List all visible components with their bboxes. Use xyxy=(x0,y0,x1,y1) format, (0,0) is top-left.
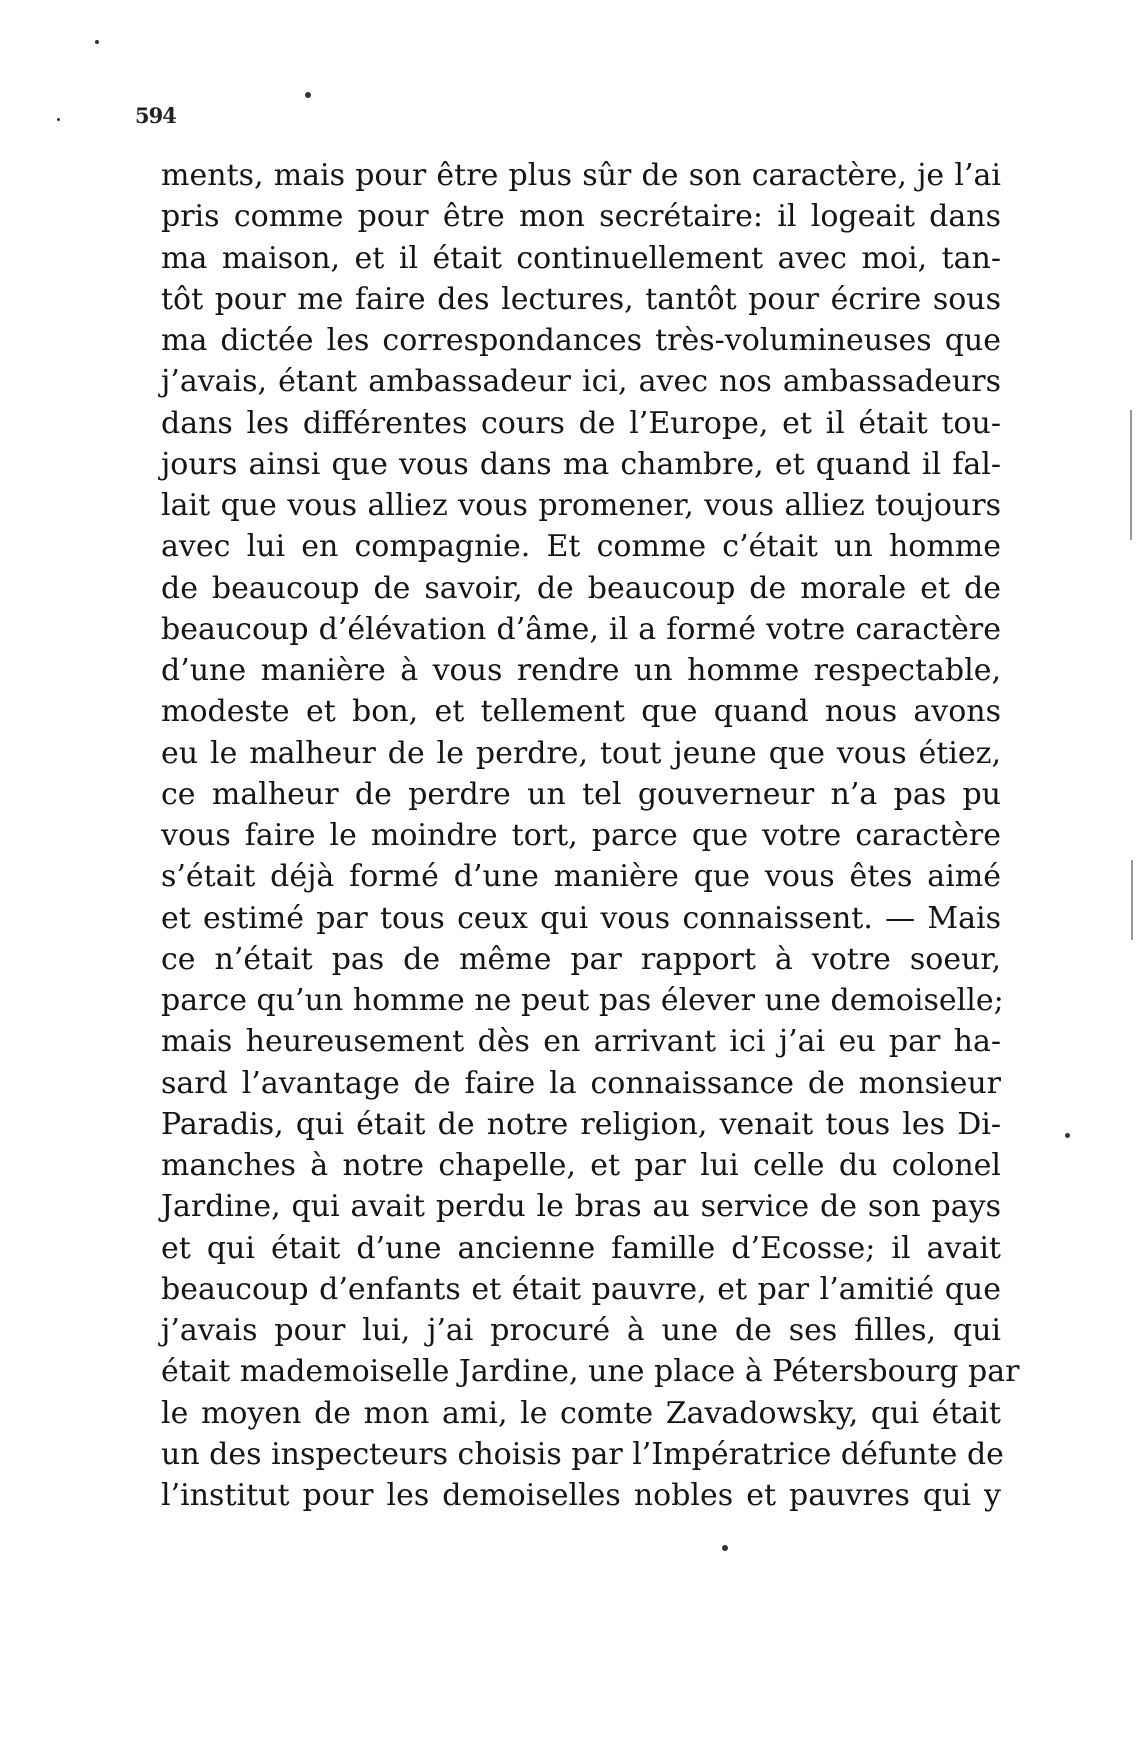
text-line: beaucoup d’élévation d’âme, il a formé votre caractère xyxy=(161,611,1001,647)
text-line: manches à notre chapelle, et par lui celle du colonel xyxy=(161,1148,1001,1183)
scan-speck xyxy=(305,92,311,98)
text-line: eu le malheur de le perdre, tout jeune que vous étiez, xyxy=(161,735,1001,771)
text-line: j’avais pour lui, j’ai procuré à une de ses filles, qui xyxy=(161,1313,1001,1348)
page-number: 594 xyxy=(135,103,176,128)
text-line: avec lui en compagnie. Et comme c’était un homme xyxy=(161,529,1001,565)
text-line: pris comme pour être mon secrétaire: il logeait dans xyxy=(161,199,1001,235)
text-line: vous faire le moindre tort, parce que votre caractère xyxy=(161,818,1001,853)
text-line: était mademoiselle Jardine, une place à Pétersbourg par xyxy=(161,1354,1020,1390)
scan-speck xyxy=(722,1545,728,1551)
text-line: un des inspecteurs choisis par l’Impératrice défunte de xyxy=(161,1436,1004,1472)
text-line: Paradis, qui était de notre religion, venait tous les Di- xyxy=(161,1106,1001,1142)
scan-edge-mark xyxy=(1131,860,1133,940)
scan-speck xyxy=(57,118,60,121)
text-line: tôt pour me faire des lectures, tantôt pour écrire sous xyxy=(161,281,1001,317)
text-line: ments, mais pour être plus sûr de son caractère, je l’ai xyxy=(161,158,1001,193)
text-line: et estimé par tous ceux qui vous connaissent. — Mais xyxy=(161,900,1001,936)
text-line: l’institut pour les demoiselles nobles et pauvres qui y xyxy=(161,1478,1001,1513)
text-line: le moyen de mon ami, le comte Zavadowsky, qui était xyxy=(161,1395,1001,1431)
text-line: sard l’avantage de faire la connaissance de monsieur xyxy=(161,1065,1001,1101)
text-line: s’était déjà formé d’une manière que vous êtes aimé xyxy=(161,859,1001,895)
scan-speck xyxy=(1065,1133,1070,1138)
text-line: d’une manière à vous rendre un homme respectable, xyxy=(161,653,1001,688)
text-line: mais heureusement dès en arrivant ici j’ai eu par ha- xyxy=(161,1024,1001,1060)
scan-edge-mark xyxy=(1130,410,1132,540)
text-line: modeste et bon, et tellement que quand nous avons xyxy=(161,694,1001,730)
text-line: ma maison, et il était continuellement avec moi, tan- xyxy=(161,240,1001,276)
body-text xyxy=(161,155,1020,1516)
text-line: ce malheur de perdre un tel gouverneur n’a pas pu xyxy=(161,776,1001,812)
text-line: j’avais, étant ambassadeur ici, avec nos ambassadeurs xyxy=(161,364,1001,400)
text-line: de beaucoup de savoir, de beaucoup de morale et de xyxy=(161,570,1001,606)
scan-speck xyxy=(95,40,99,44)
text-line: et qui était d’une ancienne famille d’Ecosse; il avait xyxy=(161,1230,1001,1266)
text-line: beaucoup d’enfants et était pauvre, et par l’amitié que xyxy=(161,1271,1001,1307)
text-line: ma dictée les correspondances très-volumineuses que xyxy=(161,323,1001,358)
text-line: lait que vous alliez vous promener, vous alliez toujours xyxy=(161,488,1001,523)
text-line: jours ainsi que vous dans ma chambre, et quand il fal- xyxy=(161,446,1001,482)
text-line: parce qu’un homme ne peut pas élever une demoiselle; xyxy=(161,983,1004,1018)
text-line: Jardine, qui avait perdu le bras au service de son pays xyxy=(161,1189,1001,1225)
text-line: ce n’était pas de même par rapport à votre soeur, xyxy=(161,941,1001,977)
text-line: dans les différentes cours de l’Europe, et il était tou- xyxy=(161,405,1001,441)
